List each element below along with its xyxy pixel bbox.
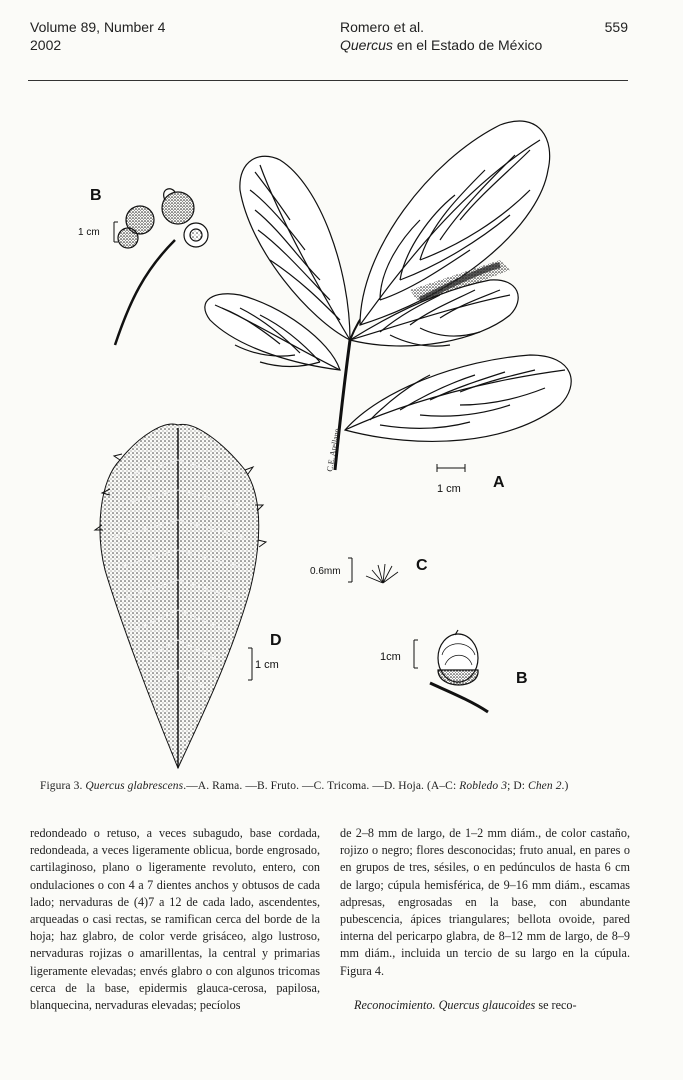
caption-body: .—A. Rama. —B. Fruto. —C. Tricoma. —D. Hoja. (A–C: bbox=[183, 780, 460, 792]
body-column-right bbox=[340, 825, 630, 1014]
journal-volume: Volume 89, Number 4 bbox=[30, 19, 166, 35]
caption-prefix: Figura 3. bbox=[40, 780, 86, 792]
running-header-center bbox=[340, 18, 542, 54]
page-number: 559 bbox=[604, 19, 628, 35]
figure-label-a: A bbox=[493, 474, 505, 491]
acorn-drawing-b bbox=[430, 630, 488, 712]
botanical-illustration bbox=[0, 100, 683, 780]
scale-bar-b1 bbox=[114, 222, 118, 242]
scale-bar-a bbox=[437, 464, 465, 472]
recognition-heading: Reconocimiento. bbox=[354, 997, 436, 1012]
left-column-paragraph: redondeado o retuso, a veces subagudo, base cordada, redondeada, a veces ligeramente oblicua, borde engrosado, cartilaginoso, plano o ligeramente revoluto, entero, con ondulaciones o con 4 a 7 dientes anchos y obtusos de cada lado; nervaduras de (4)7 a 12 de cada lado, ascendentes, arqueadas o casi rectas, se ramifican cerca del borde de la hoja; haz glabro, de color verde grisáceo, algo lustroso, nervaduras rojizas o amarillentas, la central y primarias ligeramente elevadas; envés glabro o con algunos tricomas cerca de la base, epidermis glauca-cerosa, papilosa, blanquecina, nervaduras elevadas; pecíolos bbox=[30, 826, 320, 1013]
scale-label-a: 1 cm bbox=[437, 483, 461, 495]
header-rule bbox=[28, 80, 628, 81]
running-header-left bbox=[30, 18, 165, 54]
branch-drawing-a bbox=[205, 121, 571, 472]
caption-collector-1: Robledo 3 bbox=[459, 780, 508, 792]
fruit-cluster-drawing-b bbox=[115, 189, 208, 345]
article-short-title bbox=[340, 36, 542, 54]
figure-label-b1: B bbox=[90, 187, 102, 204]
caption-mid: ; D: bbox=[507, 780, 529, 792]
scale-label-b2: 1cm bbox=[380, 651, 401, 663]
scale-label-d: 1 cm bbox=[255, 659, 279, 671]
caption-species: Quercus glabrescens bbox=[85, 780, 184, 792]
caption-collector-2: Chen 2 bbox=[528, 780, 562, 792]
scale-label-c: 0.6mm bbox=[310, 566, 341, 577]
scale-bar-c bbox=[348, 558, 352, 582]
leaf-drawing-d bbox=[95, 424, 266, 768]
figure-drawing bbox=[0, 100, 683, 780]
recognition-paragraph bbox=[340, 997, 630, 1014]
figure-label-c: C bbox=[416, 557, 428, 574]
right-column-paragraph: de 2–8 mm de largo, de 1–2 mm diám., de color castaño, rojizo o negro; flores desconocidas; fruto anual, en pares o en grupos de tres, sésiles, o en pedúnculos de hasta 6 cm de largo; cúpula hemisférica, de 9–16 mm diám., escamas adpresas, engrosadas en la base, con abundante pubescencia, ápices triangulares; bellota ovoide, pared interna del pericarpo glabra, de 8–12 mm de largo, de 8–9 mm diám., incluida un tercio de su largo en la cúpula. Figura 4. bbox=[340, 826, 630, 978]
artist-signature: C.E. Arellano bbox=[325, 427, 342, 473]
caption-end: .) bbox=[561, 780, 569, 792]
scale-bar-d bbox=[248, 648, 252, 680]
figure-label-b2: B bbox=[516, 670, 528, 687]
scale-bar-b2 bbox=[414, 640, 418, 668]
figure-caption bbox=[40, 780, 643, 792]
recognition-species: Quercus glaucoides bbox=[438, 997, 536, 1012]
scale-label-b1: 1 cm bbox=[78, 227, 100, 238]
recognition-tail: se reco- bbox=[535, 997, 577, 1012]
trichome-drawing-c bbox=[366, 564, 398, 583]
title-genus: Quercus bbox=[340, 37, 393, 53]
body-column-left bbox=[30, 825, 320, 1014]
journal-year: 2002 bbox=[30, 37, 62, 53]
figure-label-d: D bbox=[270, 632, 282, 649]
article-authors: Romero et al. bbox=[340, 19, 425, 35]
title-rest: en el Estado de México bbox=[392, 37, 543, 53]
